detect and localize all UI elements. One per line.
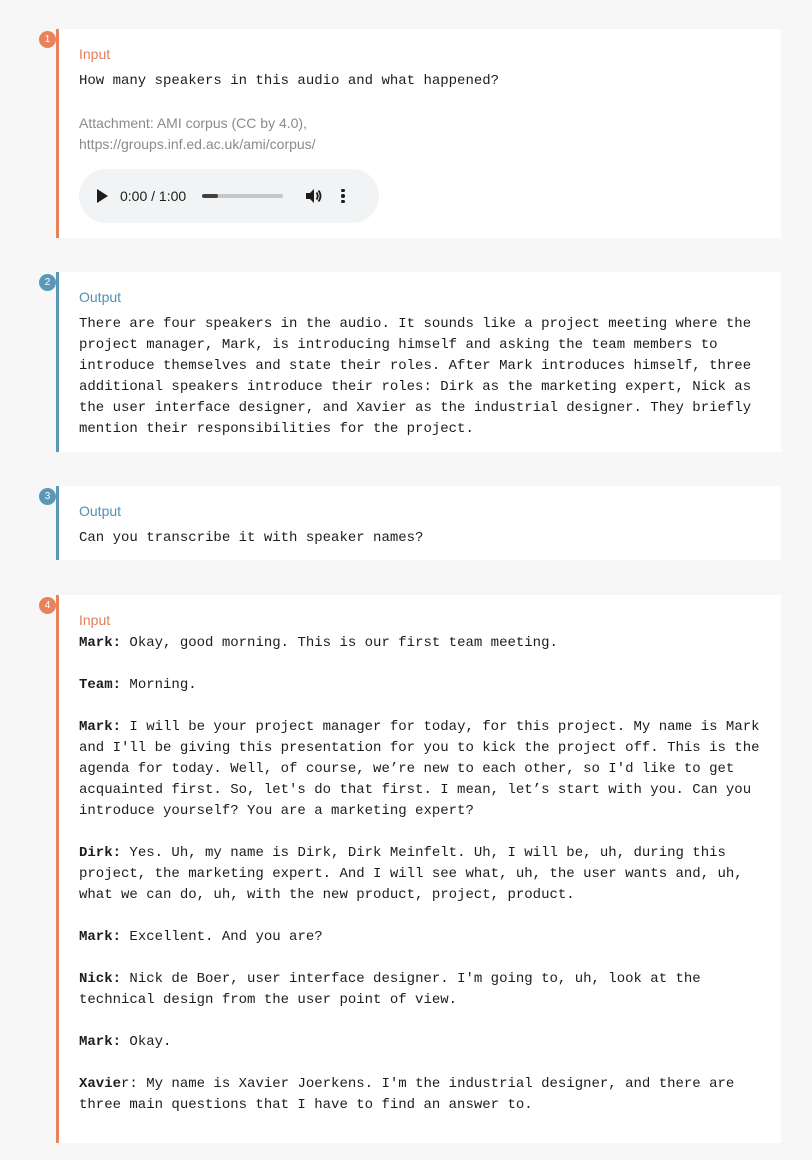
speaker-text: Yes. Uh, my name is Dirk, Dirk Meinfelt. Uh, I will be, uh, during this project, the marketing expert. And I will see what, uh, the user wants and, uh, what we can do, uh, with the new product, project, product. [79,845,743,903]
audio-progress-bar[interactable] [202,194,283,198]
transcript-turn [79,675,765,696]
message-index-badge: 1 [39,31,56,48]
speaker-text: Okay, good morning. This is our first team meeting. [121,635,558,651]
message-text: Can you transcribe it with speaker names? [79,530,424,546]
message-card-input [44,29,781,238]
message-role-label: Input [79,612,111,628]
message-text: There are four speakers in the audio. It sounds like a project meeting where the project manager, Mark, is introducing himself and asking the team members to introduce themselves and state their roles. After Mark introduces himself, three additional speakers introduce their roles: Dirk as the marketing expert, Nick as the user interface designer, and Xavier as the industrial designer. They briefly mention their responsibilities for the project. [79,316,752,437]
speaker-text: Nick de Boer, user interface designer. I'm going to, uh, look at the technical design from the user point of view. [79,971,701,1008]
attachment-url: https://groups.inf.ed.ac.uk/ami/corpus/ [79,136,316,152]
transcript-turn [79,969,765,1011]
transcript [79,633,765,1116]
speaker-name: Mark: [79,929,122,945]
speaker-text: Okay. [121,1034,172,1050]
more-vertical-icon[interactable] [341,189,345,204]
transcript-turn [79,633,765,654]
message-text: How many speakers in this audio and what happened? [79,73,500,89]
speaker-name: Nick: [79,971,122,987]
transcript-turn [79,1074,765,1116]
input-accent-bar [56,595,59,1143]
output-accent-bar [56,272,59,452]
transcript-turn [79,843,765,906]
message-role-label: Input [79,46,111,62]
message-index-badge: 2 [39,274,56,291]
attachment-title: Attachment: AMI corpus (CC by 4.0), [79,115,307,131]
message-role-label: Output [79,289,122,305]
play-icon[interactable] [97,189,108,203]
speaker-name: Xavie [79,1076,122,1092]
message-role-label: Output [79,503,122,519]
speaker-name: Mark: [79,719,122,735]
audio-player[interactable] [79,169,379,223]
transcript-turn [79,717,765,822]
audio-time: 0:00 / 1:00 [120,188,187,204]
input-accent-bar [56,29,59,238]
speaker-text: Morning. [121,677,197,693]
volume-icon[interactable] [305,188,323,204]
attachment-info [79,113,765,155]
message-card-input [44,595,781,1143]
speaker-text: I will be your project manager for today, for this project. My name is Mark and I'll be giving this presentation for you to kick the project off. This is the agenda for today. Well, of course, we’re new to each other, so I'd like to get acquainted first. So, let's do that first. I mean, let’s start with you. Can you introduce yourself? You are a marketing expert? [79,719,760,819]
speaker-text: Excellent. And you are? [121,929,323,945]
output-accent-bar [56,486,59,560]
audio-progress-fill [202,194,218,198]
transcript-turn [79,1032,765,1053]
message-card-output [44,272,781,452]
speaker-name: Dirk: [79,845,122,861]
message-index-badge: 3 [39,488,56,505]
speaker-name: Mark: [79,635,122,651]
speaker-text: r: My name is Xavier Joerkens. I'm the industrial designer, and there are three main questions that I have to find an answer to. [79,1076,735,1113]
transcript-turn [79,927,765,948]
speaker-name: Mark: [79,1034,122,1050]
message-card-output [44,486,781,560]
speaker-name: Team: [79,677,122,693]
message-index-badge: 4 [39,597,56,614]
